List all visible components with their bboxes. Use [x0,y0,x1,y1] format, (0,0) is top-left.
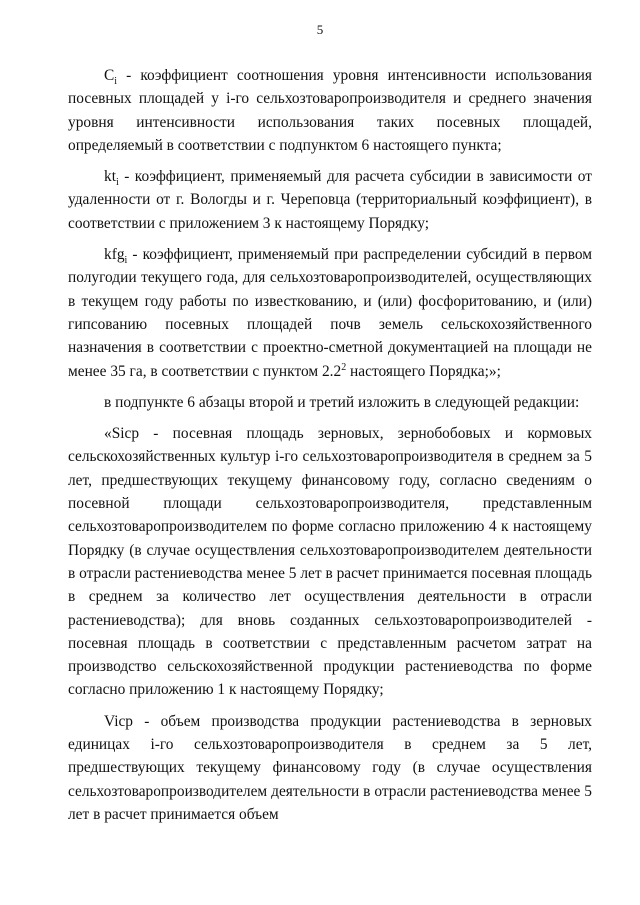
document-body [68,64,592,826]
subscript-i: i [124,255,128,267]
paragraph-kfgi [68,243,592,383]
subscript-i: i [114,76,118,88]
symbol-c: C [104,67,115,84]
superscript-2: 2 [341,361,347,373]
paragraph-ci [68,64,592,157]
paragraph-text: - коэффициент, применяемый для расчета субсидии в зависимости от удаленности от г. Вологды и г. Череповца (территориальный коэффициент), в соответствии с приложением 3 к настоящему Порядку; [68,168,592,232]
page-number: 5 [316,22,324,37]
paragraph-tail: настоящего Порядка;»; [346,362,501,380]
paragraph-vicp: Vicp - объем производства продукции растениеводства в зерновых единицах i-го сельхозтоваропроизводителя в среднем за 5 лет, предшествующих текущему финансовому году (в случае осуществления сельхозтоваропроизводителем деятельности в отрасли растениеводства менее 5 лет в расчет принимается объем [68,712,592,823]
paragraph-text: - коэффициент соотношения уровня интенсивности использования посевных площадей у i-го сельхозтоваропроизводителя и среднего значения уровня интенсивности использования таких посевных площадей, определяемый в соответствии с подпунктом 6 настоящего пункта; [68,67,592,154]
paragraph-sicp: «Sicp - посевная площадь зерновых, зернобобовых и кормовых сельскохозяйственных культур i-го сельхозтоваропроизводителя в среднем за 5 лет, предшествующих текущему финансовому году, согласно сведениям о посевной площади сельхозтоваропроизводителя, представленным сельхозтоваропроизводителем по форме согласно приложению 4 к настоящему Порядку (в случае осуществления сельхозтоваропроизводителем деятельности в отрасли растениеводства менее 5 лет в расчет принимается посевная площадь в среднем за количество лет осуществления деятельности в отрасли растениеводства); для вновь созданных сельхозтоваропроизводителей - посевная площадь в соответствии с представленным расчетом затрат на производство сельскохозяйственной продукции растениеводства по форме согласно приложению 1 к настоящему Порядку; [68,425,592,699]
paragraph-text: - коэффициент, применяемый при распределении субсидий в первом полугодии текущего года, для сельхозтоваропроизводителей, осуществляющих в текущем году работы по известкованию, и (или) фосфоритованию, и (или) гипсованию посевных площадей почв земель сельскохозяйственного назначения в соответствии с проектно-сметной документацией на площади не менее 35 га, в соответствии с пунктом 2.2 [68,246,592,380]
paragraph-subpoint-6-intro: в подпункте 6 абзацы второй и третий изложить в следующей редакции: [104,393,580,411]
symbol-kfg: kfg [104,246,125,264]
symbol-kt: kt [104,168,116,186]
subscript-i: i [115,177,119,189]
paragraph-kti [68,165,592,235]
